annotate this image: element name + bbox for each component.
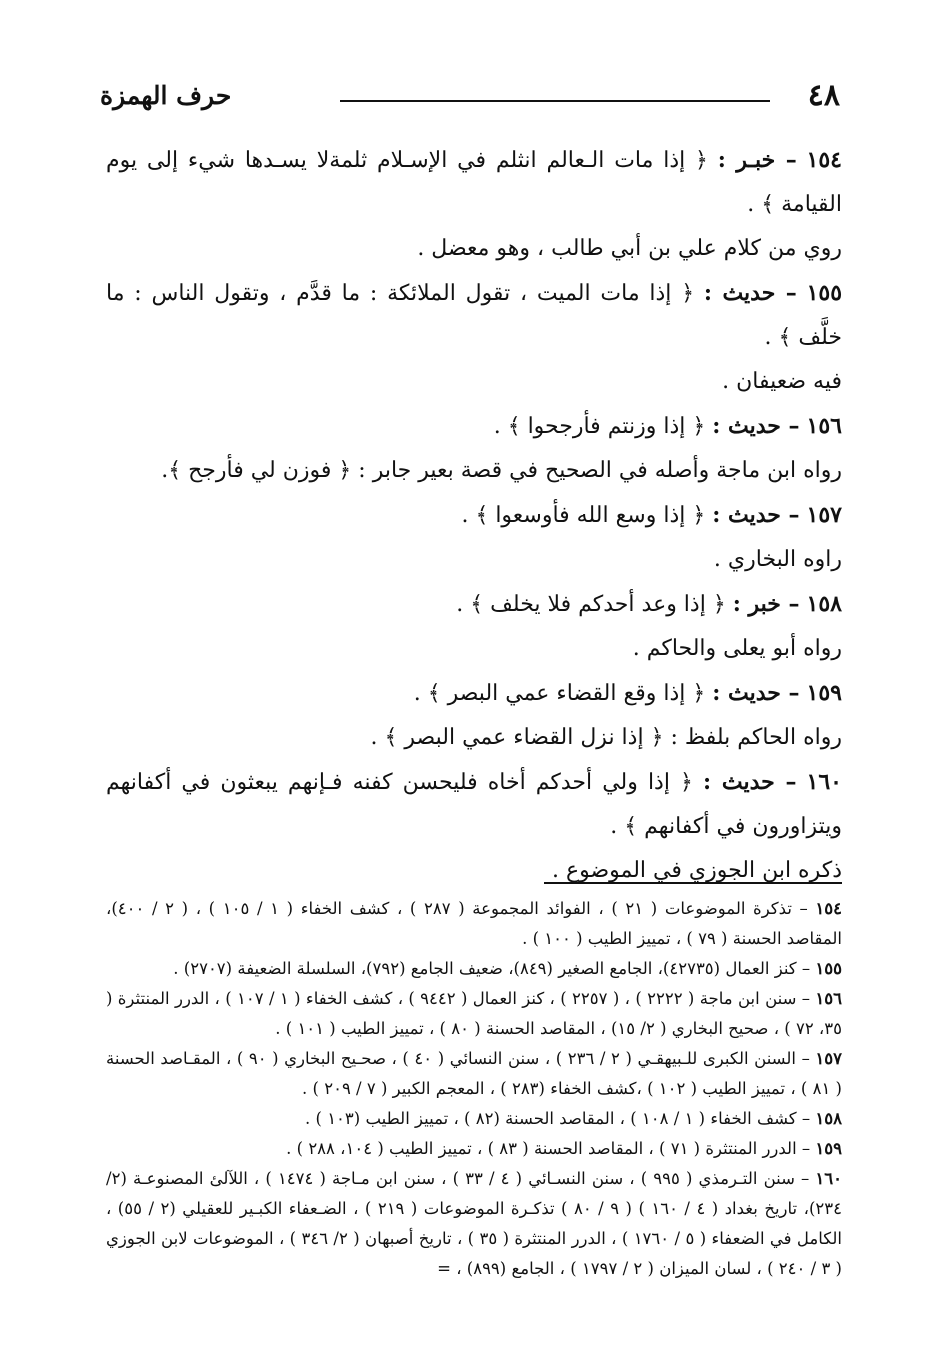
hadith-entry [106,582,842,627]
footnotes [106,894,842,1284]
page-header [100,76,840,116]
hadith-entry [106,760,842,849]
entry-kind: – حديث : [703,769,797,795]
footnote [106,984,842,1044]
hadith-entry [106,404,842,449]
footnote [106,1104,842,1134]
entry-kind: – حديث : [703,280,797,306]
entry-number: ١٥٥ [806,280,843,306]
footnote-rule [544,882,842,884]
header-rule [340,100,770,102]
entry-text: ﴿ إذا وسع الله فأوسعوا ﴾ . [461,503,713,528]
footnote-text: – كشف الخفاء ( ١ / ١٠٨ ) ، المقاصد الحسنة (٨٢ ) ، تمييز الطيب (١٠٣ ) . [305,1109,816,1128]
entry-number: ١٥٧ [806,502,842,528]
entry-number: ١٦٠ [806,769,842,795]
entry-comment: روي من كلام علي بن أبي طالب ، وهو معضل . [417,236,842,261]
page-number: ٤٨ [807,78,840,113]
entry-number: ١٥٩ [806,680,842,706]
footnote-number: ١٥٤ [815,899,842,918]
hadith-entry [106,271,842,360]
running-title: حرف الهمزة [100,81,232,110]
entry-comment: راوه البخاري . [713,547,842,572]
footnote-number: ١٥٧ [815,1049,842,1068]
footnote-text: – الدرر المنتثرة ( ٧١ ) ، المقاصد الحسنة ( ٨٣ ) ، تمييز الطيب ( ١٠٤، ٢٨٨ ) . [286,1139,816,1158]
footnote-number: ١٦٠ [815,1169,842,1188]
footnote [106,1164,842,1284]
footnote-number: ١٥٨ [815,1109,842,1128]
entry-comment: ذكره ابن الجوزي في الموضوع . [551,858,842,883]
hadith-entry [106,138,842,227]
entry-text: ﴿ إذا مات الميت ، تقول الملائكة : ما قدَّم ، وتقول الناس : ما خلَّف ﴾ . [106,281,842,350]
entry-text: ﴿ إذا وعد أحدكم فلا يخلف ﴾ . [456,592,733,617]
footnote [106,1134,842,1164]
entry-text: ﴿ إذا وقع القضاء عمي البصر ﴾ . [413,681,713,706]
entry-kind: – حديث : [712,680,800,706]
main-text [106,138,842,893]
entry-text: ﴿ إذا ولي أحدكم أخاه فليحسن كفنه فـإنهم يبعثون في أكفانهم ويتزاورون في أكفانهم ﴾ . [106,770,842,839]
entry-kind: – خبر : [732,591,800,617]
footnote-text: – سنن التـرمذي ( ٩٩٥ ) ، سنن النسـائي ( ٤ / ٣٣ ) ، سنن ابن مـاجة ( ١٤٧٤ ) ، اللآلئ المصنوعـة (٢/ ٢٣٤)، تاريخ بغداد ( ٤ / ١٦٠ ) ( ٩ / ٨٠ ) تذكـرة الموضوعات ( ٢١٩ ) ، الضـعفاء الكبـير للعقيلي (٢ / ٥٥) ، الكامل في الضعفاء ( ٥ / ١٧٦٠ ) ، الدرر المنتثرة ( ٣٥ ) ، تاريخ أصبهان ( ٢/ ٣٤٦ ) ، الموضوعات لابن الجوزي ( ٣ / ٢٤٠ ) ، لسان الميزان ( ٢ / ١٧٩٧ ) ، الجامع (٨٩٩) ، = [106,1169,842,1278]
entry-comment: رواه ابن ماجة وأصله في الصحيح في قصة بعير جابر : ﴿ فوزن لي فأرجح ﴾. [161,458,842,483]
entry-text: ﴿ إذا وزنتم فأرجحوا ﴾ . [493,414,713,439]
entry-number: ١٥٨ [806,591,842,617]
footnote [106,1044,842,1104]
hadith-entry [106,493,842,538]
entry-number: ١٥٤ [806,147,842,173]
entry-kind: – حديث : [712,502,800,528]
entry-kind: – خبـر : [717,147,797,173]
entry-comment: رواه الحاكم بلفظ : ﴿ إذا نزل القضاء عمي البصر ﴾ . [370,725,842,750]
hadith-entry [106,671,842,716]
entry-kind: – حديث : [712,413,800,439]
footnote [106,954,842,984]
footnote-number: ١٥٩ [815,1139,842,1158]
entry-comment: رواه أبو يعلى والحاكم . [632,636,842,661]
footnote-number: ١٥٦ [815,989,842,1008]
footnote [106,894,842,954]
entry-number: ١٥٦ [806,413,842,439]
entry-comment: فيه ضعيفان . [722,369,842,394]
footnote-text: – كنز العمال (٤٢٧٣٥)، الجامع الصغير (٨٤٩)، ضعيف الجامع (٧٩٢)، السلسلة الضعيفة (٢٧٠٧) . [173,959,816,978]
footnote-text: – تذكرة الموضوعات ( ٢١ ) ، الفوائد المجموعة ( ٢٨٧ ) ، كشف الخفاء ( ١ / ١٠٥ ) ، ( ٢ / ٤٠٠)، المقاصد الحسنة ( ٧٩ ) ، تمييز الطيب ( ١٠٠ ) . [106,899,842,948]
footnote-text: – السنن الكبرى للـبيهقـي ( ٢ / ٢٣٦ ) ، سنن النسائي ( ٤٠ ) ، صحـيح البخاري ( ٩٠ ) ، المقـاصد الحسنة ( ٨١ ) ، تمييز الطيب ( ١٠٢ ) ،كشف الخفاء (٢٨٣ ) ، المعجم الكبير ( ٧ / ٢٠٩ ) . [106,1049,842,1098]
footnote-number: ١٥٥ [815,959,842,978]
entry-text: ﴿ إذا مات الـعالم انثلم في الإسـلام ثلمةلا يسـدها شيء إلى يوم القيامة ﴾ . [106,148,842,217]
footnote-text: – سنن ابن ماجة ( ٢٢٢٢ ) ، ( ٢٢٥٧ ) ، كنز العمال ( ٩٤٤٢ ) ، كشف الخفاء ( ١ / ١٠٧ ) ، الدرر المنتثرة ( ٣٥، ٧٢ ) ، صحيح البخاري ( ٢/ ١٥) ، المقاصد الحسنة ( ٨٠ ) ، تمييز الطيب ( ١٠١ ) . [106,989,842,1038]
